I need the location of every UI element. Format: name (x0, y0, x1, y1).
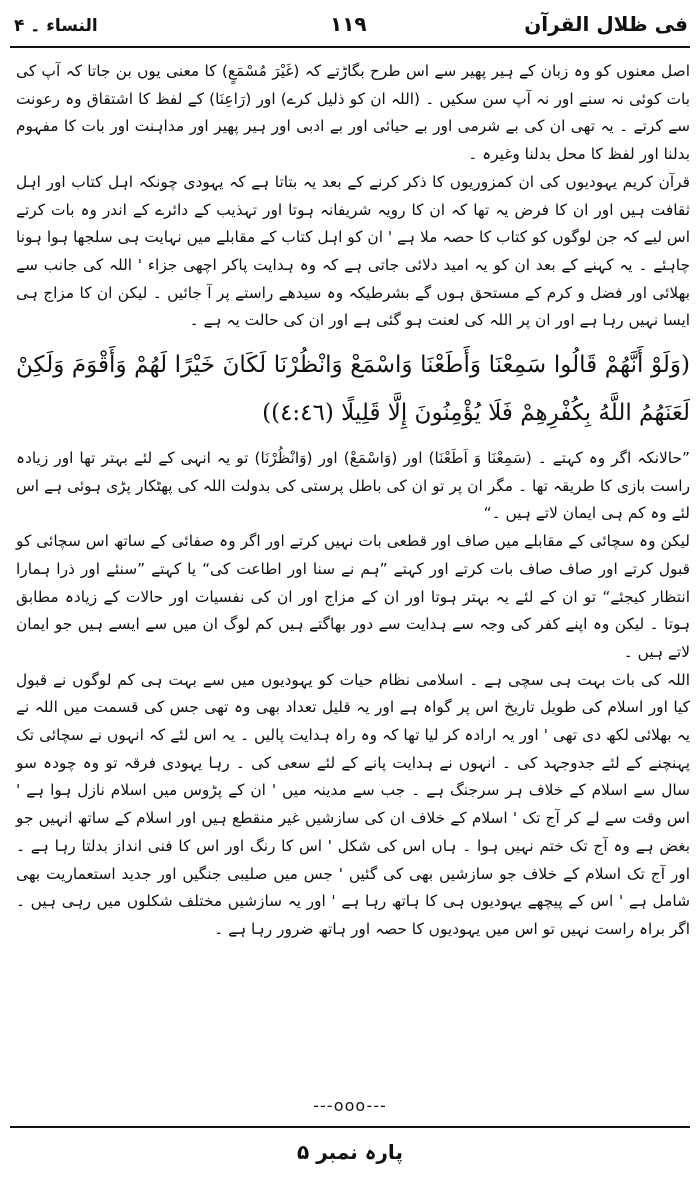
book-title: فی ظلال القرآن (524, 12, 688, 36)
surah-label: النساء ۔ ۴ (14, 16, 98, 36)
paragraph-4: لیکن وہ سچائی کے مقابلے میں صاف اور قطعی بات نہیں کرتے اور اگر وہ صفائی کے ساتھ اس سچائی کو قبول کرتے اور صاف صاف بات کرتے اور کہتے ”ہم نے سنا اور اطاعت کی“ یا کہتے ”سنئے اور ذرا ہمارا انتظار کیجئے“ تو ان کے لئے یہ بہتر ہوتا اور ان کے مزاج اور ان کی نفسیات اور حالات کے زیادہ مطابق ہوتا ۔ لیکن وہ اپنے کفر کی وجہ سے ہدایت سے دور بھاگتے ہیں کم لوگ ان میں سے ایسے ہیں جو ایمان لاتے ہیں ۔ (16, 532, 690, 661)
page-body (16, 58, 690, 944)
section-ornament: ---ooo--- (313, 1096, 387, 1115)
page-number: ۱۱۹ (330, 12, 367, 36)
footer-divider (10, 1126, 690, 1128)
paragraph-5: اللہ کی بات بہت ہی سچی ہے ۔ اسلامی نظام حیات کو یہودیوں میں سے بہت ہی کم لوگوں نے قبول کیا اور اسلام کی طویل تاریخ اس پر گواہ ہے اور یہ قلیل تعداد بھی وہ تھی جس کی قسمت میں اللہ نے یہ بھلائی لکھ دی تھی ' اور یہ ارادہ کر لیا تھا کہ وہ راہ ہدایت پالیں ۔ یہ اس لئے کہ انہوں نے سچائی تک پہنچنے کے لئے جدوجہد کی ۔ انہوں نے ہدایت پانے کے لئے سعی کی ۔ رہا یہودی فرقہ تو وہ چودہ سو سال سے اسلام کے خلاف ہر سرجنگ ہے ۔ جب سے مدینہ میں ' ان کے پڑوس میں اسلام نازل ہوا ہے ' اس وقت سے لے کر آج تک ' اسلام کے خلاف ان کی سازشیں غیر منقطع ہیں اور اسلام کے ساتھ انہیں جو بغض ہے وہ آج تک ختم نہیں ہوا ۔ ہاں اس کی شکل ' اس کا رنگ اور اس کا فنی انداز بدلتا رہا ہے ۔ اور آج تک اسلام کے خلاف جو سازشیں بھی کی گئیں ' جس میں صلیبی جنگیں اور جدید استعماریت بھی شامل ہے ' اس کے پیچھے یہودیوں ہی کا ہاتھ رہا ہے ' اور یہ سازشیں مختلف شکلوں میں رہی ہیں ۔ اگر براہ راست نہیں تو اس میں یہودیوں کا حصہ اور ہاتھ ضرور رہا ہے ۔ (16, 670, 690, 938)
juz-footer: پارہ نمبر ۵ (297, 1140, 403, 1164)
paragraph-3: ”حالانکہ اگر وہ کہتے ۔ (سَمِعْنَا وَ اَطَعْنَا) اور (وَاسْمَعْ) اور (وَانْظُرْنَا) تو یہ انہی کے لئے بہتر تھا اور زیادہ راست بازی کا طریقہ تھا ۔ مگر ان پر تو ان کی باطل پرستی کی بدولت اللہ کی پھٹکار پڑی ہوئی ہے اس لئے وہ کم ہی ایمان لاتے ہیں ۔“ (16, 449, 690, 523)
page-header (10, 6, 690, 48)
quran-verse: (وَلَوْ أَنَّهُمْ قَالُوا سَمِعْنَا وَأَطَعْنَا وَاسْمَعْ وَانْظُرْنَا لَكَانَ خَيْرًا لَهُمْ وَأَقْوَمَ وَلَكِنْ لَعَنَهُمُ اللَّهُ بِكُفْرِهِمْ فَلَا يُؤْمِنُونَ إِلَّا قَلِيلًا (٤:٤٦)) (16, 352, 690, 427)
paragraph-1: اصل معنوں کو وہ زبان کے ہیر پھیر سے اس طرح بگاڑتے کہ (غَیْرَ مُسْمَعٍ) کا معنی یوں بن جاتا کہ آپ کی بات کوئی نہ سنے اور نہ آپ سن سکیں ۔ (اللہ ان کو ذلیل کرے) اور (رَاعِنَا) کے لفظ کا اشتقاق وہ رعونت سے کرتے ۔ یہ تھی ان کی بے شرمی اور بے حیائی اور بے ادبی اور ہیر پھیر اور مداہنت اور بات کا مفہوم بدلنا اور لفظ کا محل بدلنا وغیرہ ۔ (16, 62, 690, 164)
paragraph-2: قرآن کریم یہودیوں کی ان کمزوریوں کا ذکر کرنے کے بعد یہ بتاتا ہے کہ یہودی چونکہ اہل کتاب اور اہل ثقافت ہیں اور ان کا فرض یہ تھا کہ ان کا رویہ شریفانہ ہوتا اور تہذیب کے دائرے کے اندر وہ بات کرتے اس لیے کہ جن لوگوں کو کتاب کا حصہ ملا ہے ' ان کو اہل کتاب کے مقابلے میں نہایت ہی سلجھا ہوا ہونا چاہئے ۔ یہ کہنے کے بعد ان کو یہ امید دلائی جاتی ہے کہ وہ ہدایت پاکر اچھی جزاء ' اللہ کی جانب سے بھلائی اور فضل و کرم کے مستحق ہوں گے بشرطیکہ وہ سیدھے راستے پر آ جائیں ۔ لیکن ان کا مزاج ہی ایسا نہیں رہا ہے اور ان پر اللہ کی لعنت ہو گئی ہے اور ان کی حالت یہ ہے ۔ (16, 172, 690, 330)
